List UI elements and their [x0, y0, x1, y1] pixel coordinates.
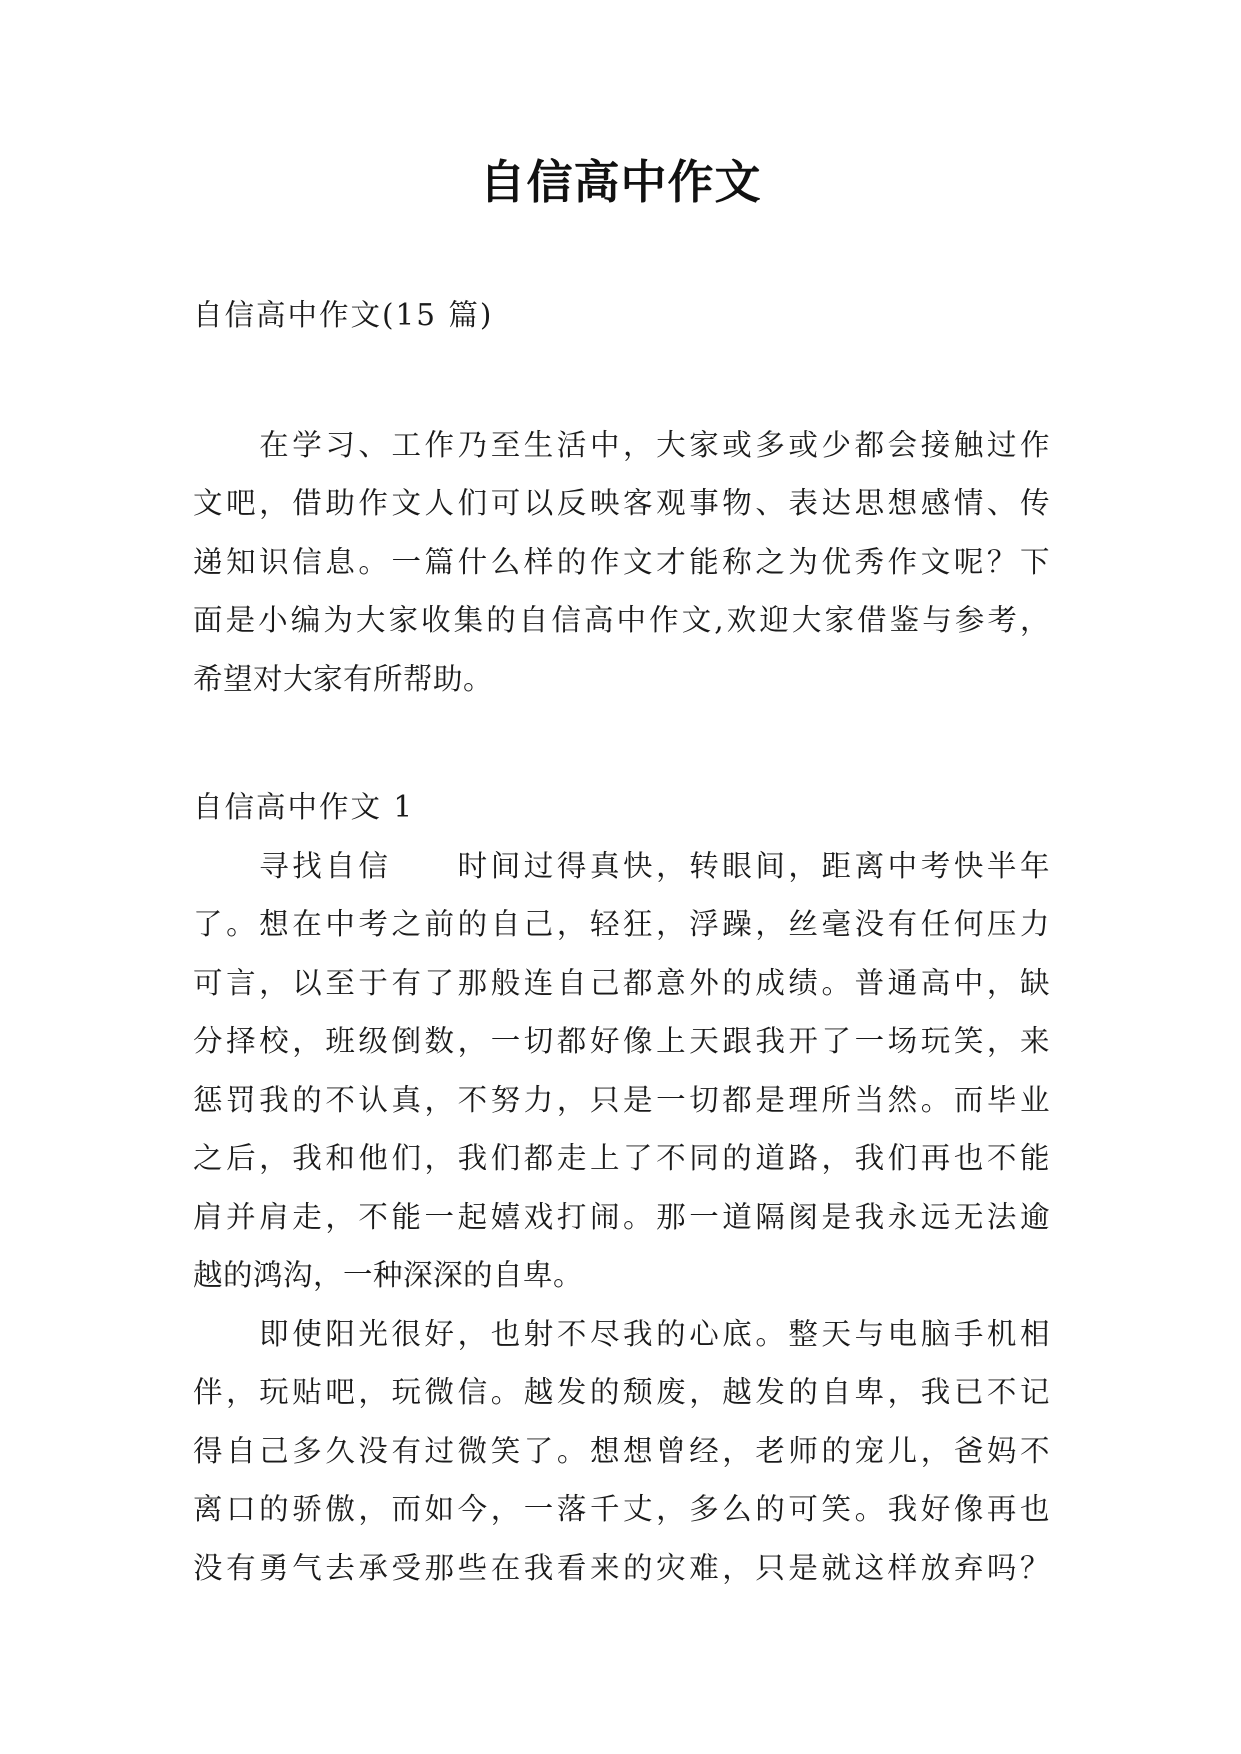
text-line: 肩并肩走，不能一起嬉戏打闹。那一道隔阂是我永远无法逾	[193, 1199, 1050, 1234]
text-line: 惩罚我的不认真，不努力，只是一切都是理所当然。而毕业	[193, 1082, 1050, 1117]
intro-paragraph	[193, 416, 1050, 709]
text-line: 即使阳光很好，也射不尽我的心底。整天与电脑手机相	[193, 1316, 1050, 1351]
text-line: 伴，玩贴吧，玩微信。越发的颓废，越发的自卑，我已不记	[193, 1375, 1050, 1409]
text-line: 希望对大家有所帮助。	[193, 661, 494, 696]
text-line: 得自己多久没有过微笑了。想想曾经，老师的宠儿，爸妈不	[193, 1433, 1050, 1468]
essay-paragraph-1	[193, 837, 1050, 1305]
text-line: 分择校，班级倒数，一切都好像上天跟我开了一场玩笑，来	[193, 1024, 1050, 1058]
text-line: 离口的骄傲，而如今，一落千丈，多么的可笑。我好像再也	[193, 1492, 1050, 1526]
text-line: 了。想在中考之前的自己，轻狂，浮躁，丝毫没有任何压力	[193, 907, 1050, 941]
text-line: 递知识信息。一篇什么样的作文才能称之为优秀作文呢？下	[193, 544, 1050, 579]
essay-paragraph-2	[193, 1305, 1050, 1598]
spacer	[193, 708, 1050, 778]
document-title: 自信高中作文	[479, 155, 762, 209]
document-subtitle: 自信高中作文(15 篇)	[193, 298, 494, 332]
text-line: 在学习、工作乃至生活中，大家或多或少都会接触过作	[193, 427, 1050, 462]
essay-heading: 自信高中作文 1	[193, 790, 415, 824]
text-line: 没有勇气去承受那些在我看来的灾难，只是就这样放弃吗？	[193, 1550, 1050, 1585]
text-line: 越的鸿沟，一种深深的自卑。	[193, 1258, 584, 1292]
document-body	[193, 286, 1050, 1597]
text-line: 面是小编为大家收集的自信高中作文,欢迎大家借鉴与参考，	[193, 603, 1050, 637]
text-line: 可言，以至于有了那般连自己都意外的成绩。普通高中，缺	[193, 965, 1050, 1000]
text-line: 文吧，借助作文人们可以反映客观事物、表达思想感情、传	[193, 486, 1050, 520]
text-line: 之后，我和他们，我们都走上了不同的道路，我们再也不能	[193, 1141, 1050, 1175]
text-line: 寻找自信 时间过得真快，转眼间，距离中考快半年	[193, 848, 1050, 883]
spacer	[193, 345, 1050, 416]
